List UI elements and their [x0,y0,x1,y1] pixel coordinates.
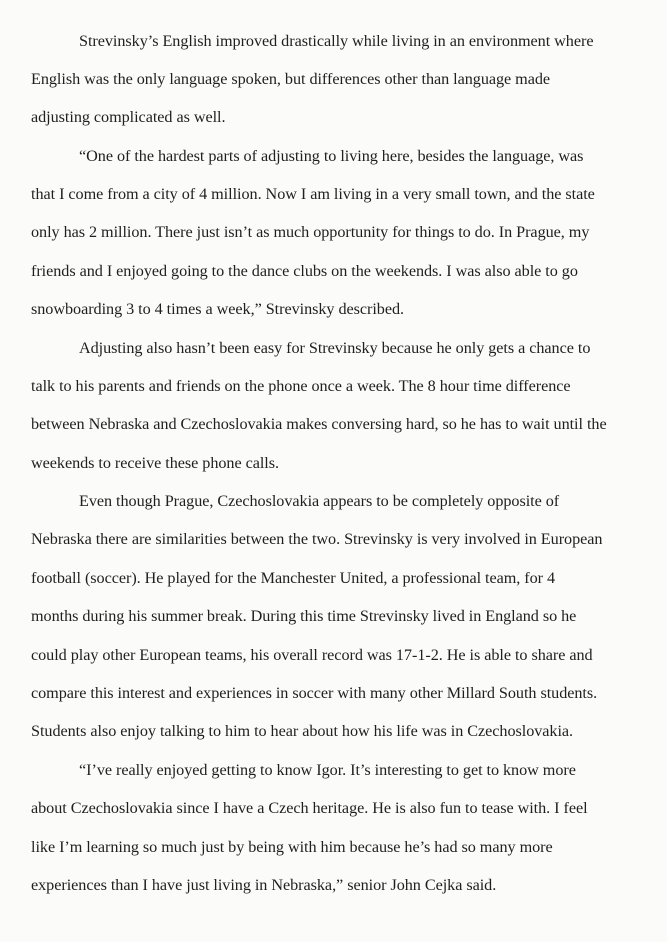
paragraph-3-line-2: talk to his parents and friends on the phone once a week. The 8 hour time difference [31,377,571,395]
paragraph-4-line-1: Even though Prague, Czechoslovakia appears to be completely opposite of [79,492,560,510]
paragraph-5-line-2: about Czechoslovakia since I have a Czech heritage. He is also fun to tease with. I feel [31,799,588,817]
paragraph-1-line-3: adjusting complicated as well. [31,108,226,126]
paragraph-4-line-7: Students also enjoy talking to him to hear about how his life was in Czechoslovakia. [31,722,574,740]
paragraph-2-line-1: “One of the hardest parts of adjusting to living here, besides the language, was [79,147,584,165]
paragraph-3-line-3: between Nebraska and Czechoslovakia makes conversing hard, so he has to wait until the [31,415,607,433]
paragraph-1-line-2: English was the only language spoken, but differences other than language made [31,70,551,88]
paragraph-3-line-1: Adjusting also hasn’t been easy for Strevinsky because he only gets a chance to [79,339,591,357]
paragraph-4-line-5: could play other European teams, his overall record was 17-1-2. He is able to share and [31,646,593,664]
paragraph-4-line-6: compare this interest and experiences in soccer with many other Millard South students. [31,684,598,702]
paragraph-5-line-4: experiences than I have just living in Nebraska,” senior John Cejka said. [31,876,497,894]
paragraph-2-line-5: snowboarding 3 to 4 times a week,” Strevinsky described. [31,300,405,318]
paragraph-4-line-4: months during his summer break. During this time Strevinsky lived in England so he [31,607,577,625]
paragraph-2-line-4: friends and I enjoyed going to the dance clubs on the weekends. I was also able to go [31,262,578,280]
paragraph-1-line-1: Strevinsky’s English improved drastically while living in an environment where [79,32,594,50]
paragraph-4-line-3: football (soccer). He played for the Manchester United, a professional team, for 4 [31,569,556,587]
paragraph-4-line-2: Nebraska there are similarities between the two. Strevinsky is very involved in European [31,530,603,548]
paragraph-5-line-3: like I’m learning so much just by being with him because he’s had so many more [31,838,553,856]
paragraph-5-line-1: “I’ve really enjoyed getting to know Igor. It’s interesting to get to know more [79,761,576,779]
paragraph-2-line-3: only has 2 million. There just isn’t as much opportunity for things to do. In Prague, my [31,223,590,241]
paragraph-3-line-4: weekends to receive these phone calls. [31,454,280,472]
paragraph-2-line-2: that I come from a city of 4 million. Now I am living in a very small town, and the state [31,185,595,203]
